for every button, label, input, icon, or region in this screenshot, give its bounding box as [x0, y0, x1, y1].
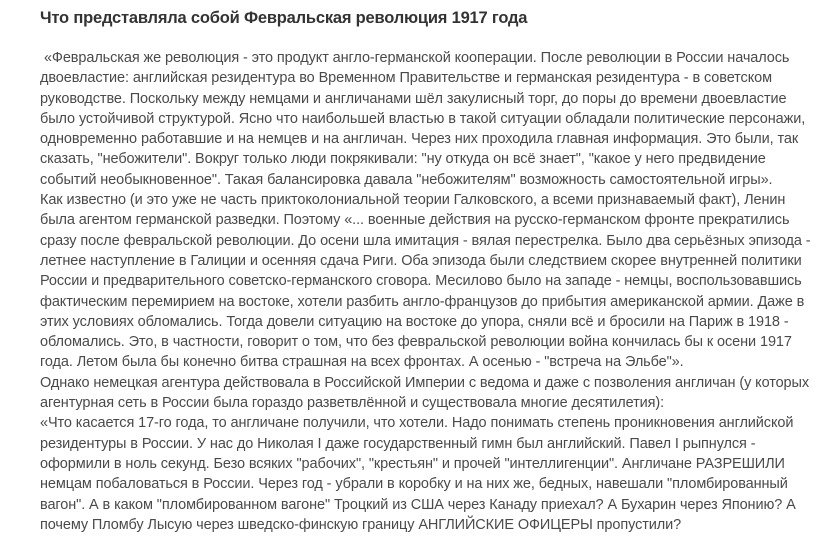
- paragraph-german-agents-with-english-permission: Однако немецкая агентура действовала в Российской Империи с ведома и даже с позволения англичан (у которых агентурная сеть в России была гораздо разветвлённой и существовала многие десятилетия):: [40, 374, 813, 412]
- page-title: Что представляла собой Февральская революция 1917 года: [40, 9, 528, 27]
- paragraph-lenin-german-agent: Как известно (и это уже не часть приктоколониальной теории Галковского, а всеми признаваемый факт), Ленин была агентом германской разведки. Поэтому «... военные действия на русско-германском фронте прекратились сразу после февральской революции. До осени шла имитация - вялая перестрелка. Было два серьёзных эпизода - летнее наступление в Галиции и осенняя сдача Риги. Оба эпизода были следствием скорее внутренней политики России и предварительного советско-германского сговора. Месилово было на западе - немцы, воспользовавшись фактическим перемирием на востоке, хотели разбить англо-французов до прибытия американской армии. Даже в этих условиях обломались. Тогда довели ситуацию на востоке до упора, сняли всё и бросили на Париж в 1918 - обломались. Это, в частности, говорит о том, что без февральской революции война кончилась бы к осени 1917 года. Летом была бы конечно битва страшная на всех фронтах. А осенью - "встреча на Эльбе"».: [40, 192, 815, 371]
- article-body: [40, 48, 815, 535]
- paragraph-quote-february-revolution: «Февральская же революция - это продукт англо-германской кооперации. После революции в России началось двоевластие: английская резидентура во Временном Правительстве и германская резидентура - в советском руководстве. Поскольку между немцами и англичанами шёл закулисный торг, до поры до времени двоевластие было устойчивой структурой. Ясно что наибольшей властью в такой ситуации обладали политические персонажи, одновременно работавшие и на немцев и на англичан. Через них проходила главная информация. Это были, так сказать, "небожители". Вокруг только люди покрякивали: "ну откуда он всё знает", "какое у него предвидение событий необыкновенное". Такая балансировка давала "небожителям" возможность самостоятельной игры».: [40, 50, 810, 188]
- paragraph-quote-english-residency: «Что касается 17-го года, то англичане получили, что хотели. Надо понимать степень проникновения английской резидентуры в России. У нас до Николая I даже государственный гимн был английский. Павел I рыпнулся - оформили в ноль секунд. Безо всяких "рабочих", "крестьян" и прочей "интеллигенции". Англичане РАЗРЕШИЛИ немцам побаловаться в России. Через год - убрали в коробку и на них же, бедных, навешали "пломбированный вагон". А в каком "пломбированном вагоне" Троцкий из США через Канаду приехал? А Бухарин через Японию? А почему Пломбу Лысую через шведско-финскую границу АНГЛИЙСКИЕ ОФИЦЕРЫ пропустили?: [40, 415, 800, 533]
